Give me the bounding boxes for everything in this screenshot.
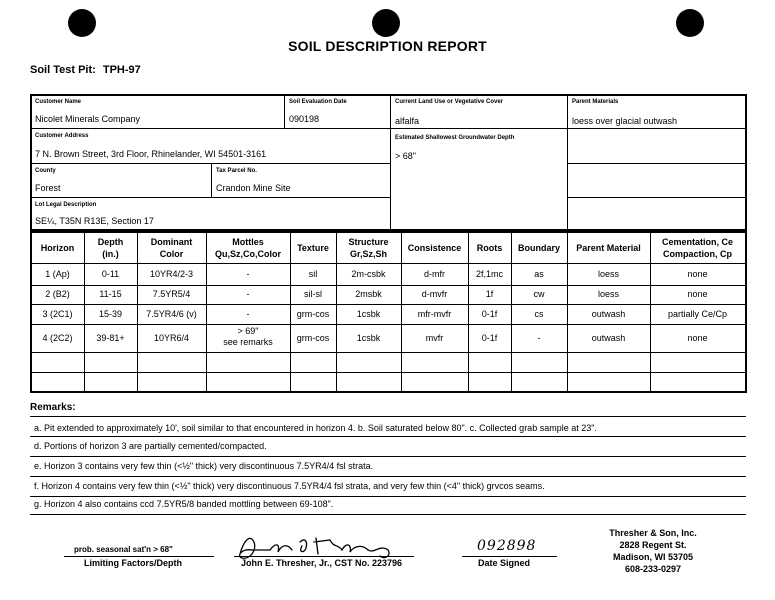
table-cell xyxy=(401,285,468,304)
table-cell xyxy=(401,324,468,352)
table-cell xyxy=(84,285,137,304)
table-cell-text: 2 (B2) xyxy=(45,289,70,299)
table-cell-text: 1 (Ap) xyxy=(45,268,70,279)
column-header xyxy=(206,232,290,263)
remark-line: a. Pit extended to approximately 10', soil similar to that encountered in horizon 4. b. Soil saturated below 80". c. Collected grab sample at 23". xyxy=(34,423,597,433)
table-cell xyxy=(567,324,650,352)
table-cell-text: see remarks xyxy=(223,337,273,347)
table-cell xyxy=(137,285,206,304)
table-cell-text: mfr-mvfr xyxy=(417,308,452,319)
punch-hole-right xyxy=(676,9,704,37)
column-header-text: Consistence xyxy=(407,242,462,253)
groundwater-label: Estimated Shallowest Groundwater Depth xyxy=(395,135,515,141)
customer-address-value: 7 N. Brown Street, 3rd Floor, Rhinelander, WI 54501-3161 xyxy=(35,149,267,159)
parent-materials-value: loess over glacial outwash xyxy=(572,116,678,126)
table-cell-text: 0-11 xyxy=(101,268,120,279)
tax-parcel-value: Crandon Mine Site xyxy=(216,183,291,193)
column-header-text: Boundary xyxy=(517,242,560,253)
remark-line: d. Portions of horizon 3 are partially cemented/compacted. xyxy=(34,441,267,451)
evaluation-date-label: Soil Evaluation Date xyxy=(289,99,347,105)
column-header xyxy=(567,232,650,263)
table-cell-text: 7.5YR5/4 xyxy=(152,289,191,299)
table-cell-text: loess xyxy=(597,268,619,279)
date-signed-value: 092898 xyxy=(477,538,537,554)
table-cell-text: 0-1f xyxy=(481,332,498,343)
table-cell-text: 7.5YR4/6 (v) xyxy=(146,308,197,319)
table-cell-text: 2m-csbk xyxy=(351,268,386,279)
table-cell-text: 10YR6/4 xyxy=(153,332,190,343)
limiting-factors-label: Limiting Factors/Depth xyxy=(84,558,183,568)
table-cell-text: - xyxy=(537,332,541,343)
table-cell xyxy=(511,263,567,285)
table-cell-text: partially Ce/Cp xyxy=(667,308,728,319)
remark-line: g. Horizon 4 also contains ccd 7.5YR5/8 banded mottling between 69-108". xyxy=(34,499,334,509)
table-cell-text: > 69" xyxy=(237,326,259,336)
column-header xyxy=(137,232,206,263)
date-signed-label: Date Signed xyxy=(478,558,531,568)
table-cell-text: 0-1f xyxy=(481,308,498,319)
table-cell xyxy=(468,263,511,285)
table-cell xyxy=(206,263,290,285)
table-cell xyxy=(206,285,290,304)
table-cell-text: 1f xyxy=(485,289,494,299)
table-cell-text: none xyxy=(687,289,708,299)
groundwater-value: > 68" xyxy=(395,151,416,161)
table-cell-text: 39-81+ xyxy=(96,332,125,343)
company-phone: 608-233-0297 xyxy=(624,564,682,574)
column-header xyxy=(401,232,468,263)
remarks-title: Remarks: xyxy=(30,402,76,413)
table-cell xyxy=(290,324,336,352)
table-cell xyxy=(206,326,290,354)
table-cell xyxy=(567,304,650,324)
legal-description-value: SE¼, T35N R13E, Section 17 xyxy=(35,216,154,226)
column-header xyxy=(511,232,567,263)
table-cell-text: 1csbk xyxy=(356,308,381,319)
table-cell xyxy=(468,285,511,304)
table-cell-text: grm-cos xyxy=(296,308,330,319)
column-header-text: Gr,Sz,Sh xyxy=(349,248,387,259)
table-cell-text: loess xyxy=(597,289,619,299)
county-value: Forest xyxy=(35,183,61,193)
land-use-value: alfalfa xyxy=(395,116,420,126)
table-cell xyxy=(31,324,84,352)
table-cell-text: 2msbk xyxy=(355,289,382,299)
report-title: SOIL DESCRIPTION REPORT xyxy=(288,38,487,54)
table-cell xyxy=(84,263,137,285)
table-cell-text: 11-15 xyxy=(99,289,122,299)
column-header-text: Depth xyxy=(97,236,124,247)
tax-parcel-label: Tax Parcel No. xyxy=(216,168,257,174)
table-cell-text: sil-sl xyxy=(304,289,322,299)
table-cell-text: 4 (2C2) xyxy=(42,332,73,343)
table-cell xyxy=(336,304,401,324)
table-cell xyxy=(401,304,468,324)
table-cell xyxy=(567,285,650,304)
punch-hole-center xyxy=(372,9,400,37)
customer-name-label: Customer Name xyxy=(35,99,82,105)
company-street: 2828 Regent St. xyxy=(619,540,687,550)
column-header-text: Compaction, Cp xyxy=(663,248,732,259)
table-cell-text: 3 (2C1) xyxy=(42,308,73,319)
column-header xyxy=(650,232,745,263)
table-cell xyxy=(84,304,137,324)
company-name: Thresher & Son, Inc. xyxy=(609,528,697,538)
column-header-text: Parent Material xyxy=(576,242,641,253)
table-cell-text: d-mfr xyxy=(424,268,445,279)
column-header xyxy=(468,232,511,263)
land-use-label: Current Land Use or Vegetative Cover xyxy=(395,99,504,105)
pit-label: Soil Test Pit: xyxy=(30,64,96,76)
customer-address-label: Customer Address xyxy=(35,133,89,139)
table-cell xyxy=(336,324,401,352)
column-header-text: Qu,Sz,Co,Color xyxy=(215,248,281,259)
soil-test-pit xyxy=(30,64,141,76)
table-cell-text: none xyxy=(687,268,708,279)
column-header-text: (in.) xyxy=(102,248,119,259)
table-cell-text: - xyxy=(246,289,250,299)
customer-name-value: Nicolet Minerals Company xyxy=(35,114,141,124)
table-cell xyxy=(650,263,745,285)
pit-value: TPH-97 xyxy=(102,64,141,76)
table-cell-text: cs xyxy=(534,308,544,319)
company-address xyxy=(593,527,713,575)
column-header-text: Horizon xyxy=(40,242,75,253)
column-header-text: Texture xyxy=(297,242,329,253)
table-cell xyxy=(137,263,206,285)
column-header xyxy=(290,232,336,263)
table-cell xyxy=(84,324,137,352)
table-cell-text: - xyxy=(246,268,250,279)
table-cell-text: d-mvfr xyxy=(421,289,448,299)
table-cell xyxy=(137,324,206,352)
column-header xyxy=(336,232,401,263)
table-cell-text: grm-cos xyxy=(296,332,330,343)
column-header xyxy=(31,232,84,263)
column-header-text: Color xyxy=(159,248,184,259)
evaluation-date-value: 090198 xyxy=(289,114,320,124)
table-cell xyxy=(336,285,401,304)
table-cell xyxy=(468,324,511,352)
table-cell xyxy=(650,304,745,324)
table-cell-text: 1csbk xyxy=(356,332,381,343)
table-cell xyxy=(31,263,84,285)
table-cell-text: none xyxy=(687,332,708,343)
table-cell xyxy=(511,324,567,352)
table-cell xyxy=(290,304,336,324)
column-header-text: Mottles xyxy=(232,236,264,247)
table-cell xyxy=(206,304,290,324)
table-cell xyxy=(511,285,567,304)
table-cell-text: outwash xyxy=(591,308,626,319)
table-cell xyxy=(290,263,336,285)
legal-description-label: Lot Legal Description xyxy=(35,202,97,208)
parent-materials-label: Parent Materials xyxy=(572,99,619,105)
table-cell xyxy=(336,263,401,285)
column-header xyxy=(84,232,137,263)
table-cell-text: mvfr xyxy=(425,332,444,343)
table-cell-text: - xyxy=(246,308,250,319)
table-cell xyxy=(650,324,745,352)
table-cell-text: outwash xyxy=(591,332,626,343)
punch-hole-left xyxy=(68,9,96,37)
table-cell xyxy=(31,304,84,324)
column-header-text: Structure xyxy=(348,236,389,247)
table-cell xyxy=(511,304,567,324)
county-label: County xyxy=(35,168,56,174)
table-cell xyxy=(401,263,468,285)
table-cell-text: cw xyxy=(533,289,545,299)
table-cell xyxy=(31,285,84,304)
table-cell-text: 10YR4/2-3 xyxy=(149,268,194,279)
table-cell-text: as xyxy=(534,268,544,279)
remark-line: f. Horizon 4 contains very few thin (<½" thick) very discontinuous 7.5YR4/4 fsl strata, and very few thin (<4" thick) grvcos seams. xyxy=(34,481,545,491)
column-header-text: Roots xyxy=(476,242,503,253)
table-cell xyxy=(137,304,206,324)
remark-line: e. Horizon 3 contains very few thin (<½" thick) very discontinuous 7.5YR4/4 fsl strata. xyxy=(34,461,374,471)
table-cell xyxy=(650,285,745,304)
table-cell xyxy=(567,263,650,285)
company-city: Madison, WI 53705 xyxy=(612,552,694,562)
table-cell-text: sil xyxy=(308,268,318,279)
column-header-text: Dominant xyxy=(150,236,193,247)
limiting-factors-value: prob. seasonal sat'n > 68" xyxy=(74,545,173,554)
table-cell-text: 2f,1mc xyxy=(475,268,503,279)
table-cell xyxy=(468,304,511,324)
signer-name: John E. Thresher, Jr., CST No. 223796 xyxy=(241,558,403,568)
table-cell xyxy=(290,285,336,304)
table-cell-text: 15-39 xyxy=(98,308,123,319)
column-header-text: Cementation, Ce xyxy=(661,236,733,247)
